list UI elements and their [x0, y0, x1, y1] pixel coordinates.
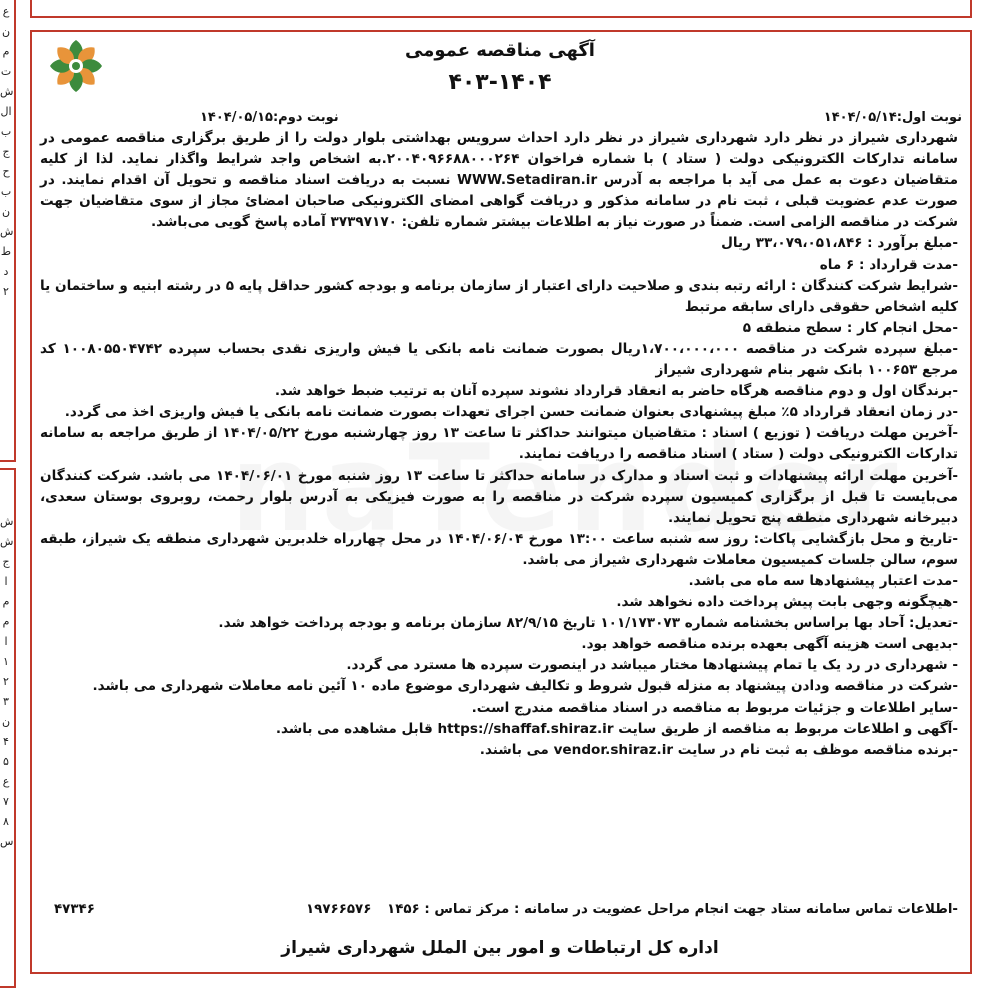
- notice-paragraph: -در زمان انعقاد قرارداد ۵٪ مبلغ پیشنهادی بعنوان ضمانت حسن اجرای تعهدات بصورت ضمانت نامه بانکی یا فیش واریزی اخذ می گردد.: [64, 404, 958, 421]
- notice-paragraph: شهرداری شیراز در نظر دارد شهرداری شیراز در نظر دارد احداث سرویس بهداشتی بلوار دولت را از طریق برگزاری مناقصه عمومی در سامانه تدارکات الکترونیکی دولت ( ستاد ) با شماره فراخوان ۲۰۰۴۰۹۶۶۸۸۰۰۰۲۶۴.به اشخاص واجد شرایط واگذار نماید. لذا از کلیه متقاضیان دعوت به عمل می آید با مراجعه به آدرس WWW.Setadiran.ir نسبت به دریافت اسناد مناقصه و تحویل آن اقدام نمایند. در صورت عدم عضویت قبلی ، ثبت نام در سامانه مذکور و دریافت گواهی امضای الکترونیکی صاحبان امضائ مجاز از سوی متقاضیان جهت شرکت در مناقصه الزامی است. ضمناً در صورت نیاز به اطلاعات بیشتر شماره تلفن: ۳۷۳۹۷۱۷۰ آماده پاسخ گویی می‌باشد.: [40, 130, 958, 231]
- left-column-char: ش: [0, 535, 14, 548]
- left-column-text-bottom: [0, 512, 12, 852]
- left-column-char: ش: [0, 515, 14, 528]
- contact-phone-1: ۱۹۷۶۶۵۷۶: [306, 902, 372, 917]
- left-column-char: ش: [0, 225, 14, 238]
- left-column-char: م: [2, 615, 10, 628]
- notice-paragraph: -برندگان اول و دوم مناقصه هرگاه حاضر به انعقاد قرارداد نشوند سپرده آنان به ترتیب ضبط خواهد شد.: [274, 383, 958, 400]
- left-column-char: ب: [0, 125, 12, 138]
- notice-paragraph: -مبلغ سپرده شرکت در مناقصه ۱،۷۰۰،۰۰۰،۰۰۰ریال بصورت ضمانت نامه بانکی یا فیش واریزی نقدی بحساب سپرده ۱۰۰۸۰۵۵۰۴۷۴۲ کد مرجع ۱۰۰۶۵۳ بانک شهر بنام شهرداری شیراز: [40, 340, 959, 379]
- top-frame: [30, 0, 972, 18]
- left-column-char: ن: [1, 25, 11, 38]
- notice-paragraph: -آگهی و اطلاعات مربوط به مناقصه از طریق سایت https://shaffaf.shiraz.ir قابل مشاهده می باشد.: [275, 720, 958, 737]
- notice-paragraph: -مدت اعتبار پیشنهادها سه ماه می باشد.: [688, 572, 958, 589]
- notice-paragraph: -برنده مناقصه موظف به ثبت نام در سایت vendor.shiraz.ir می باشند.: [479, 741, 958, 758]
- left-column-char: ۸: [3, 815, 9, 828]
- left-column-char: ۵: [3, 755, 9, 768]
- notice-paragraph: -تاریخ و محل بازگشایی پاکات: روز سه شنبه ساعت ۱۳:۰۰ مورخ ۱۴۰۴/۰۶/۰۴ در محل چهارراه خلدبرین شهرداری منطقه یک شیراز، طبقه سوم، سالن جلسات کمیسیون معاملات شهرداری شیراز می باشد.: [40, 530, 958, 568]
- notice-paragraph: -تعدیل: آحاد بها براساس بخشنامه شماره ۱۰۱/۱۷۳۰۷۳ تاریخ ۸۲/۹/۱۵ سازمان برنامه و بودجه پرداخت خواهد شد.: [218, 615, 958, 632]
- left-column-char: ا: [4, 575, 8, 588]
- left-column-char: ح: [2, 165, 10, 178]
- left-column-char: س: [0, 835, 14, 848]
- left-column-char: ۱: [3, 655, 9, 668]
- left-column-char: ع: [2, 775, 10, 788]
- left-column-char: ب: [0, 185, 12, 198]
- notice-paragraph: -محل انجام کار : سطح منطقه ۵: [742, 319, 958, 336]
- notice-paragraph: - شهرداری در رد یک یا تمام پیشنهادها مختار میباشد در اینصورت سپرده ها مسترد می گردد.: [346, 657, 958, 674]
- left-column-char: ع: [2, 5, 10, 18]
- signature: اداره کل ارتباطات و امور بین الملل شهرداری شیراز: [281, 938, 719, 958]
- notice-paragraph: -آخرین مهلت دریافت ( توزیع ) اسناد : متقاضیان میتوانند حداکثر تا ساعت ۱۳ روز چهارشنبه مورخ ۱۴۰۴/۰۵/۲۲ از طریق مراجعه به سامانه تدارکات الکترونیکی دولت ( ستاد ) اسناد مناقصه را دریافت نمایند.: [40, 425, 959, 463]
- left-column-char: د: [3, 265, 9, 278]
- notice-paragraph: -بدیهی است هزینه آگهی بعهده برنده مناقصه خواهد بود.: [581, 636, 958, 653]
- left-column-char: م: [2, 595, 10, 608]
- notice-paragraph: -سایر اطلاعات و جزئیات مربوط به مناقصه در اسناد مناقصه مندرج است.: [471, 699, 958, 716]
- left-column-char: ت: [0, 65, 12, 78]
- left-column-char: ۲: [3, 285, 9, 298]
- notice-paragraph: -آخرین مهلت ارائه پیشنهادات و ثبت اسناد و مدارک در سامانه حداکثر تا ساعت ۱۳ روز شنبه مورخ ۱۴۰۴/۰۶/۰۱ می باشد. شرکت کنندگان می‌بایست تا قبل از برگزاری کمیسیون سپرده شرکت در مناقصه را به صورت فیزیکی به آدرس بلوار رحمت، روبروی بوستان سعدی، دبیرخانه شهرداری منطقه پنج تحویل نمایند.: [40, 467, 959, 526]
- notice-paragraph: -مدت قرارداد : ۶ ماه: [819, 256, 958, 273]
- left-column-char: ج: [2, 555, 10, 568]
- left-column-char: ن: [1, 715, 11, 728]
- contact-phone-2: ۴۷۳۴۶: [54, 902, 95, 917]
- left-column-char: ا: [4, 635, 8, 648]
- left-column-char: ۷: [3, 795, 9, 808]
- left-column-char: ش: [0, 85, 14, 98]
- notice-paragraph: -هیچگونه وجهی بابت پیش پرداخت داده نخواهد شد.: [616, 594, 958, 611]
- left-column-char: ۳: [3, 695, 9, 708]
- contact-info-text: -اطلاعات تماس سامانه ستاد جهت انجام مراحل عضویت در سامانه : مرکز تماس : ۱۴۵۶: [387, 902, 958, 917]
- notice-title: آگهی مناقصه عمومی: [405, 40, 595, 61]
- notice-paragraph: -شرکت در مناقصه ودادن پیشنهاد به منزله قبول شروط و تکالیف شهرداری موضوع ماده ۱۰ آئین نامه معاملات شهرداری می باشد.: [92, 678, 958, 695]
- left-column-char: ط: [0, 245, 12, 258]
- left-column-char: ج: [2, 145, 10, 158]
- first-publication-date: نوبت اول:۱۴۰۴/۰۵/۱۴: [823, 110, 962, 125]
- left-column-char: ۲: [3, 675, 9, 688]
- left-column-char: م: [2, 45, 10, 58]
- notice-number: ۴۰۳-۱۴۰۴: [448, 70, 552, 95]
- notice-paragraph: -شرایط شرکت کنندگان : ارائه رتبه بندی و صلاحیت دارای اعتبار از سازمان برنامه و بودجه کشور حداقل پایه ۵ در رشته ابنیه و ساختمان یا کلیه اشخاص حقوقی دارای سابقه مرتبط: [40, 277, 958, 315]
- left-column-char: ن: [1, 205, 11, 218]
- left-column-char: ال: [0, 105, 12, 118]
- left-column-char: ۴: [3, 735, 9, 748]
- notice-paragraph: -مبلغ برآورد : ۳۳،۰۷۹،۰۵۱،۸۴۶ ریال: [721, 235, 958, 252]
- second-publication-date: نوبت دوم:۱۴۰۴/۰۵/۱۵: [200, 110, 339, 125]
- notice-body: [40, 128, 958, 761]
